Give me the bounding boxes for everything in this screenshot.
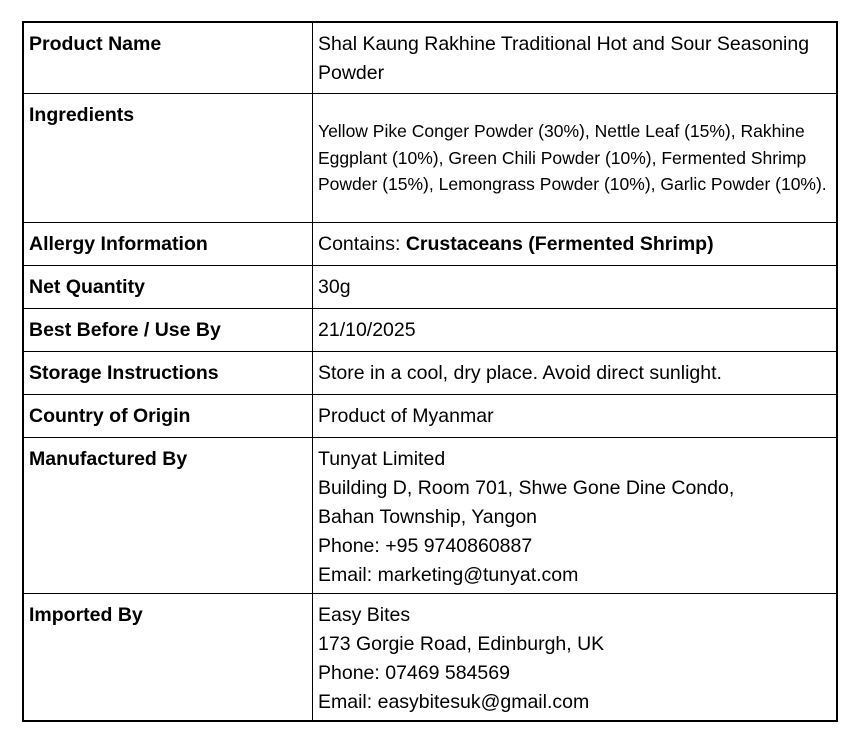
allergy-prefix: Contains: [318, 232, 406, 255]
allergy-value: Crustaceans (Fermented Shrimp) [405, 232, 714, 255]
best-before-label: Best Before / Use By [23, 308, 313, 351]
manufacturer-email: Email: marketing@tunyat.com [318, 563, 579, 586]
row-origin [23, 394, 837, 437]
storage-value: Store in a cool, dry place. Avoid direct sunlight. [313, 351, 838, 394]
row-product-name [23, 22, 837, 94]
origin-label: Country of Origin [23, 394, 313, 437]
row-net-quantity [23, 265, 837, 308]
row-importer [23, 593, 837, 721]
importer-address: 173 Gorgie Road, Edinburgh, UK [318, 632, 605, 655]
row-ingredients [23, 94, 837, 223]
manufacturer-address-line-1: Building D, Room 701, Shwe Gone Dine Condo, [318, 476, 735, 499]
allergy-cell [313, 222, 838, 265]
product-label-table [22, 21, 838, 722]
importer-phone: Phone: 07469 584569 [318, 661, 510, 684]
allergy-label: Allergy Information [23, 222, 313, 265]
storage-label: Storage Instructions [23, 351, 313, 394]
best-before-value: 21/10/2025 [313, 308, 838, 351]
row-manufacturer [23, 437, 837, 593]
manufacturer-phone: Phone: +95 9740860887 [318, 534, 533, 557]
manufacturer-address-line-2: Bahan Township, Yangon [318, 505, 538, 528]
importer-email: Email: easybitesuk@gmail.com [318, 690, 590, 713]
product-name-value: Shal Kaung Rakhine Traditional Hot and Sour Seasoning Powder [313, 22, 838, 94]
row-best-before [23, 308, 837, 351]
manufacturer-name: Tunyat Limited [318, 447, 446, 470]
ingredients-cell [313, 94, 838, 223]
manufacturer-label: Manufactured By [23, 437, 313, 593]
origin-value: Product of Myanmar [313, 394, 838, 437]
net-quantity-label: Net Quantity [23, 265, 313, 308]
net-quantity-value: 30g [313, 265, 838, 308]
row-allergy [23, 222, 837, 265]
product-name-label: Product Name [23, 22, 313, 94]
importer-label: Imported By [23, 593, 313, 721]
ingredients-label: Ingredients [23, 94, 313, 223]
importer-name: Easy Bites [318, 603, 411, 626]
ingredients-value: Yellow Pike Conger Powder (30%), Nettle Leaf (15%), Rakhine Eggplant (10%), Green Chili Powder (10%), Fermented Shrimp Powder (15%), Lemongrass Powder (10%), Garlic Powder (10%). [318, 121, 827, 194]
manufacturer-cell [313, 437, 838, 593]
importer-cell [313, 593, 838, 721]
row-storage [23, 351, 837, 394]
